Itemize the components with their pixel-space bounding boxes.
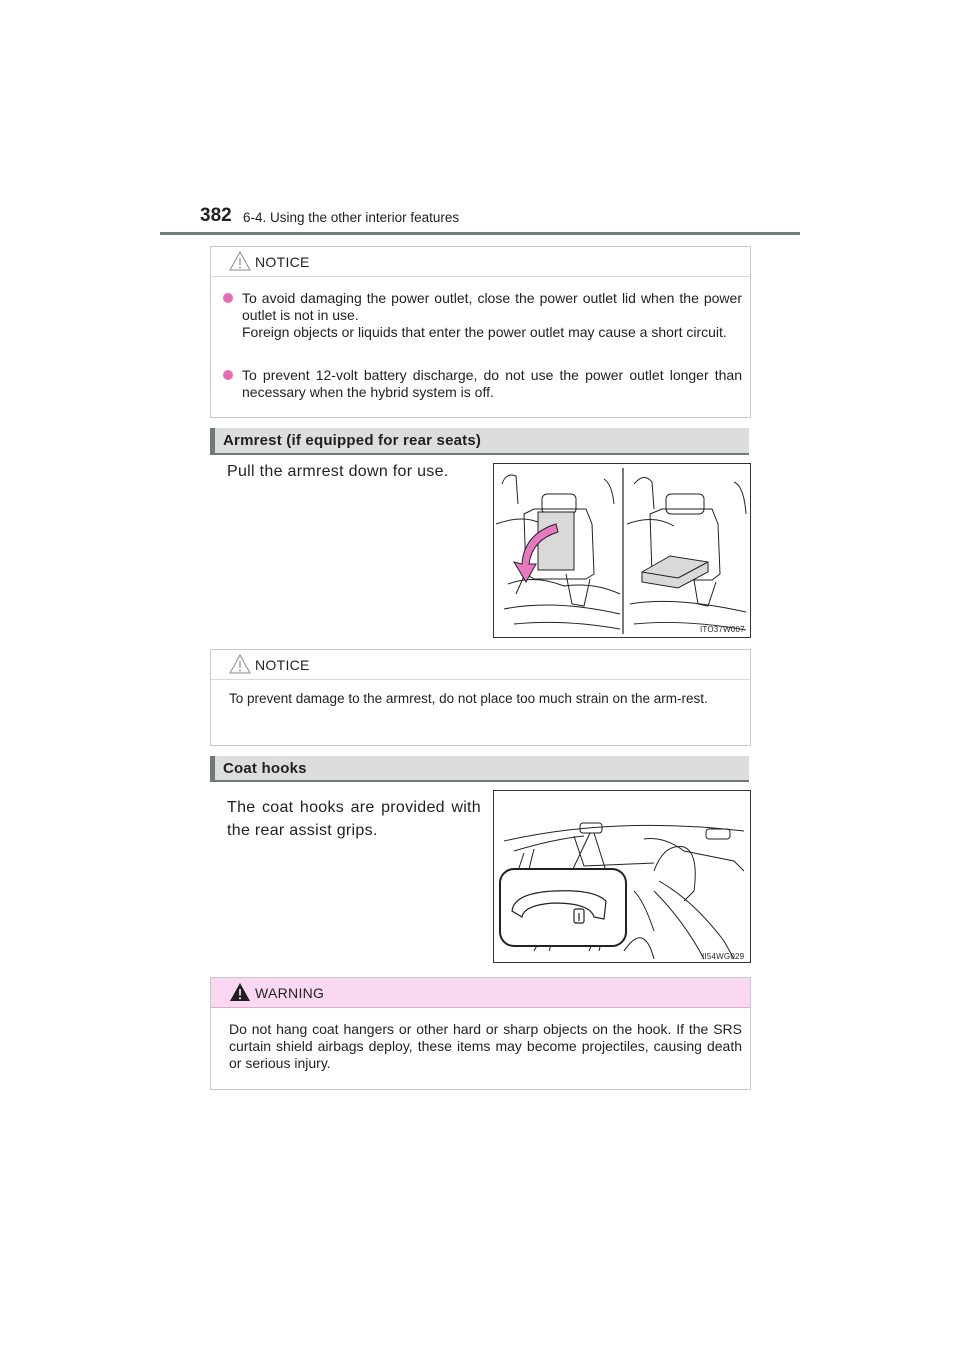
armrest-figure [493, 463, 751, 638]
warning-header [211, 978, 750, 1008]
section-title: Coat hooks [223, 760, 307, 777]
coat-hook-illustration [494, 791, 750, 962]
section-underline [210, 780, 749, 782]
armrest-illustration [494, 464, 750, 637]
figure-code: II54WG029 [702, 952, 745, 961]
caution-triangle-icon [229, 251, 251, 271]
section-title: Armrest (if equipped for rear seats) [223, 432, 482, 449]
notice-box-armrest [210, 649, 751, 746]
warning-text: Do not hang coat hangers or other hard or sharp objects on the hook. If the SRS curtain shield airbags deploy, these items may become projectiles, causing death or serious injury. [229, 1021, 742, 1071]
notice-label: NOTICE [255, 254, 310, 270]
bullet-dot-icon [223, 370, 233, 380]
section-header-coat-hooks [210, 756, 749, 781]
notice-bullet-2 [223, 367, 742, 401]
caution-triangle-icon [229, 654, 251, 674]
notice-text: To prevent damage to the armrest, do not place too much strain on the arm-rest. [229, 691, 708, 706]
section-header-armrest [210, 428, 749, 453]
page-number: 382 [200, 205, 232, 226]
notice-bullet-1 [223, 290, 742, 341]
coat-hook-figure [493, 790, 751, 963]
notice-bullet-text: To avoid damaging the power outlet, close the power outlet lid when the power outlet is not in use. [242, 290, 742, 323]
coat-hook-callout [500, 869, 626, 946]
notice-bullet-text: To prevent 12-volt battery discharge, do not use the power outlet longer than necessary when the hybrid system is off. [242, 367, 742, 400]
notice-header [211, 650, 750, 680]
section-header-bar [210, 756, 215, 781]
bullet-dot-icon [223, 293, 233, 303]
notice-header [211, 247, 750, 277]
coat-hooks-body-text: The coat hooks are provided with the rear assist grips. [227, 799, 481, 839]
notice-label: NOTICE [255, 657, 310, 673]
chapter-title: 6-4. Using the other interior features [243, 210, 460, 225]
armrest-body-text: Pull the armrest down for use. [227, 463, 449, 480]
figure-code: ITO37W007 [700, 625, 745, 634]
warning-triangle-icon [229, 982, 251, 1002]
warning-label: WARNING [255, 985, 325, 1001]
section-underline [210, 453, 749, 455]
section-header-bar [210, 428, 215, 453]
notice-box-power-outlet [210, 246, 751, 418]
header-rule [160, 232, 800, 235]
warning-box-coat-hooks [210, 977, 751, 1090]
notice-bullet-text: Foreign objects or liquids that enter the power outlet may cause a short circuit. [242, 324, 727, 340]
